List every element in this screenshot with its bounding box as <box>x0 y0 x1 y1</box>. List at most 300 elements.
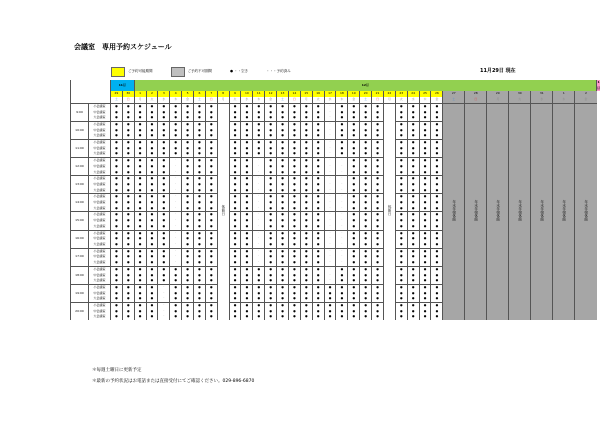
available-slot[interactable]: ● <box>312 248 324 254</box>
available-slot[interactable]: ● <box>229 182 241 188</box>
available-slot[interactable]: ● <box>288 284 300 290</box>
available-slot[interactable]: ● <box>158 103 170 109</box>
available-slot[interactable]: ● <box>348 230 360 236</box>
available-slot[interactable]: ● <box>324 303 336 309</box>
available-slot[interactable]: ● <box>205 128 217 134</box>
available-slot[interactable]: ● <box>419 218 431 224</box>
available-slot[interactable]: ● <box>419 273 431 279</box>
available-slot[interactable]: ● <box>110 278 122 284</box>
available-slot[interactable]: ● <box>288 291 300 297</box>
available-slot[interactable]: ● <box>146 206 158 212</box>
available-slot[interactable]: ● <box>110 206 122 212</box>
available-slot[interactable]: ● <box>110 128 122 134</box>
available-slot[interactable]: ● <box>122 206 134 212</box>
available-slot[interactable]: ● <box>110 151 122 157</box>
available-slot[interactable]: ● <box>122 115 134 121</box>
available-slot[interactable]: ● <box>312 121 324 127</box>
available-slot[interactable]: ● <box>372 182 384 188</box>
available-slot[interactable]: ● <box>300 314 312 320</box>
available-slot[interactable]: ● <box>312 291 324 297</box>
available-slot[interactable]: ● <box>312 176 324 182</box>
available-slot[interactable]: ● <box>170 291 182 297</box>
available-slot[interactable]: ● <box>419 146 431 152</box>
available-slot[interactable]: ● <box>419 224 431 230</box>
available-slot[interactable]: ● <box>312 151 324 157</box>
available-slot[interactable]: ● <box>182 224 194 230</box>
available-slot[interactable]: ● <box>134 314 146 320</box>
available-slot[interactable]: ● <box>419 115 431 121</box>
available-slot[interactable]: ● <box>407 236 419 242</box>
available-slot[interactable]: ● <box>407 170 419 176</box>
available-slot[interactable]: ● <box>419 230 431 236</box>
available-slot[interactable]: ● <box>372 260 384 266</box>
available-slot[interactable]: ● <box>170 146 182 152</box>
available-slot[interactable]: ● <box>146 248 158 254</box>
available-slot[interactable]: ● <box>277 242 289 248</box>
available-slot[interactable]: ● <box>205 115 217 121</box>
available-slot[interactable]: ● <box>265 164 277 170</box>
available-slot[interactable]: ● <box>372 212 384 218</box>
available-slot[interactable]: ● <box>193 176 205 182</box>
available-slot[interactable]: ● <box>205 230 217 236</box>
available-slot[interactable]: ● <box>407 242 419 248</box>
available-slot[interactable]: ● <box>300 242 312 248</box>
available-slot[interactable]: ● <box>312 206 324 212</box>
available-slot[interactable]: ● <box>288 303 300 309</box>
available-slot[interactable]: ● <box>229 212 241 218</box>
available-slot[interactable]: ● <box>182 151 194 157</box>
available-slot[interactable]: ● <box>419 182 431 188</box>
available-slot[interactable]: ● <box>431 182 443 188</box>
booked-slot[interactable]: ・ <box>336 164 348 170</box>
available-slot[interactable]: ● <box>300 278 312 284</box>
available-slot[interactable]: ● <box>265 140 277 146</box>
available-slot[interactable]: ● <box>348 140 360 146</box>
available-slot[interactable]: ● <box>134 266 146 272</box>
available-slot[interactable]: ● <box>288 164 300 170</box>
booked-slot[interactable]: ・ <box>253 224 265 230</box>
available-slot[interactable]: ● <box>372 254 384 260</box>
available-slot[interactable]: ● <box>395 273 407 279</box>
available-slot[interactable]: ● <box>265 224 277 230</box>
available-slot[interactable]: ● <box>431 296 443 302</box>
available-slot[interactable]: ● <box>431 309 443 315</box>
available-slot[interactable]: ● <box>110 115 122 121</box>
available-slot[interactable]: ● <box>158 164 170 170</box>
available-slot[interactable]: ● <box>182 206 194 212</box>
available-slot[interactable]: ● <box>229 314 241 320</box>
available-slot[interactable]: ● <box>288 218 300 224</box>
available-slot[interactable]: ● <box>360 260 372 266</box>
available-slot[interactable]: ● <box>193 296 205 302</box>
available-slot[interactable]: ● <box>312 140 324 146</box>
available-slot[interactable]: ● <box>265 121 277 127</box>
available-slot[interactable]: ● <box>253 273 265 279</box>
available-slot[interactable]: ● <box>241 260 253 266</box>
available-slot[interactable]: ● <box>360 110 372 116</box>
available-slot[interactable]: ● <box>110 242 122 248</box>
available-slot[interactable]: ● <box>336 303 348 309</box>
booked-slot[interactable]: ・ <box>253 182 265 188</box>
available-slot[interactable]: ● <box>395 291 407 297</box>
available-slot[interactable]: ● <box>431 146 443 152</box>
booked-slot[interactable]: ・ <box>324 224 336 230</box>
booked-slot[interactable]: ・ <box>253 236 265 242</box>
booked-slot[interactable]: ・ <box>324 194 336 200</box>
available-slot[interactable]: ● <box>348 296 360 302</box>
booked-slot[interactable]: ・ <box>324 248 336 254</box>
booked-slot[interactable]: ・ <box>324 266 336 272</box>
available-slot[interactable]: ● <box>241 278 253 284</box>
available-slot[interactable]: ● <box>372 224 384 230</box>
available-slot[interactable]: ● <box>431 236 443 242</box>
available-slot[interactable]: ● <box>110 266 122 272</box>
available-slot[interactable]: ● <box>336 110 348 116</box>
booked-slot[interactable]: ・ <box>253 242 265 248</box>
available-slot[interactable]: ● <box>253 151 265 157</box>
available-slot[interactable]: ● <box>419 170 431 176</box>
booked-slot[interactable]: ・ <box>336 206 348 212</box>
available-slot[interactable]: ● <box>395 110 407 116</box>
booked-slot[interactable]: ・ <box>170 176 182 182</box>
available-slot[interactable]: ● <box>431 254 443 260</box>
available-slot[interactable]: ● <box>158 212 170 218</box>
available-slot[interactable]: ● <box>205 151 217 157</box>
available-slot[interactable]: ● <box>395 158 407 164</box>
available-slot[interactable]: ● <box>134 242 146 248</box>
available-slot[interactable]: ● <box>122 273 134 279</box>
available-slot[interactable]: ● <box>431 230 443 236</box>
available-slot[interactable]: ● <box>324 314 336 320</box>
available-slot[interactable]: ● <box>110 188 122 194</box>
available-slot[interactable]: ● <box>348 176 360 182</box>
available-slot[interactable]: ● <box>265 158 277 164</box>
available-slot[interactable]: ● <box>170 303 182 309</box>
available-slot[interactable]: ● <box>205 254 217 260</box>
available-slot[interactable]: ● <box>229 146 241 152</box>
available-slot[interactable]: ● <box>146 164 158 170</box>
available-slot[interactable]: ● <box>431 266 443 272</box>
available-slot[interactable]: ● <box>182 110 194 116</box>
available-slot[interactable]: ● <box>205 224 217 230</box>
available-slot[interactable]: ● <box>336 121 348 127</box>
available-slot[interactable]: ● <box>395 314 407 320</box>
booked-slot[interactable]: ・ <box>324 140 336 146</box>
available-slot[interactable]: ● <box>288 296 300 302</box>
available-slot[interactable]: ● <box>134 248 146 254</box>
available-slot[interactable]: ● <box>182 284 194 290</box>
available-slot[interactable]: ● <box>431 128 443 134</box>
available-slot[interactable]: ● <box>146 266 158 272</box>
available-slot[interactable]: ● <box>122 103 134 109</box>
available-slot[interactable]: ● <box>419 176 431 182</box>
available-slot[interactable]: ● <box>229 242 241 248</box>
available-slot[interactable]: ● <box>277 309 289 315</box>
available-slot[interactable]: ● <box>300 273 312 279</box>
available-slot[interactable]: ● <box>348 284 360 290</box>
available-slot[interactable]: ● <box>431 314 443 320</box>
available-slot[interactable]: ● <box>110 133 122 139</box>
available-slot[interactable]: ● <box>170 103 182 109</box>
available-slot[interactable]: ● <box>348 236 360 242</box>
available-slot[interactable]: ● <box>241 296 253 302</box>
available-slot[interactable]: ● <box>205 266 217 272</box>
available-slot[interactable]: ● <box>122 110 134 116</box>
booked-slot[interactable]: ・ <box>324 121 336 127</box>
available-slot[interactable]: ● <box>229 115 241 121</box>
available-slot[interactable]: ● <box>312 273 324 279</box>
available-slot[interactable]: ● <box>205 273 217 279</box>
booked-slot[interactable]: ・ <box>253 194 265 200</box>
available-slot[interactable]: ● <box>419 110 431 116</box>
available-slot[interactable]: ● <box>146 133 158 139</box>
available-slot[interactable]: ● <box>395 182 407 188</box>
available-slot[interactable]: ● <box>395 140 407 146</box>
available-slot[interactable]: ● <box>193 151 205 157</box>
available-slot[interactable]: ● <box>277 284 289 290</box>
available-slot[interactable]: ● <box>182 273 194 279</box>
available-slot[interactable]: ● <box>348 206 360 212</box>
available-slot[interactable]: ● <box>265 266 277 272</box>
available-slot[interactable]: ● <box>193 133 205 139</box>
available-slot[interactable]: ● <box>229 303 241 309</box>
available-slot[interactable]: ● <box>193 291 205 297</box>
booked-slot[interactable]: ・ <box>170 188 182 194</box>
available-slot[interactable]: ● <box>277 158 289 164</box>
available-slot[interactable]: ● <box>229 200 241 206</box>
available-slot[interactable]: ● <box>253 278 265 284</box>
available-slot[interactable]: ● <box>407 278 419 284</box>
available-slot[interactable]: ● <box>229 218 241 224</box>
available-slot[interactable]: ● <box>419 158 431 164</box>
available-slot[interactable]: ● <box>395 242 407 248</box>
available-slot[interactable]: ● <box>205 309 217 315</box>
available-slot[interactable]: ● <box>170 296 182 302</box>
available-slot[interactable]: ● <box>193 230 205 236</box>
available-slot[interactable]: ● <box>134 158 146 164</box>
available-slot[interactable]: ● <box>229 248 241 254</box>
available-slot[interactable]: ● <box>348 291 360 297</box>
available-slot[interactable]: ● <box>241 242 253 248</box>
available-slot[interactable]: ● <box>407 164 419 170</box>
available-slot[interactable]: ● <box>395 170 407 176</box>
available-slot[interactable]: ● <box>395 133 407 139</box>
booked-slot[interactable]: ・ <box>336 182 348 188</box>
available-slot[interactable]: ● <box>265 206 277 212</box>
available-slot[interactable]: ● <box>170 110 182 116</box>
available-slot[interactable]: ● <box>182 133 194 139</box>
available-slot[interactable]: ● <box>288 103 300 109</box>
available-slot[interactable]: ● <box>182 182 194 188</box>
available-slot[interactable]: ● <box>134 140 146 146</box>
available-slot[interactable]: ● <box>146 103 158 109</box>
available-slot[interactable]: ● <box>193 248 205 254</box>
available-slot[interactable]: ● <box>265 273 277 279</box>
available-slot[interactable]: ● <box>253 103 265 109</box>
available-slot[interactable]: ● <box>134 176 146 182</box>
available-slot[interactable]: ● <box>205 212 217 218</box>
available-slot[interactable]: ● <box>431 194 443 200</box>
available-slot[interactable]: ● <box>312 146 324 152</box>
available-slot[interactable]: ● <box>146 170 158 176</box>
available-slot[interactable]: ● <box>193 194 205 200</box>
available-slot[interactable]: ● <box>312 278 324 284</box>
booked-slot[interactable]: ・ <box>170 230 182 236</box>
booked-slot[interactable]: ・ <box>253 254 265 260</box>
available-slot[interactable]: ● <box>193 254 205 260</box>
available-slot[interactable]: ● <box>241 194 253 200</box>
available-slot[interactable]: ● <box>431 248 443 254</box>
available-slot[interactable]: ● <box>395 194 407 200</box>
available-slot[interactable]: ● <box>205 248 217 254</box>
booked-slot[interactable]: ・ <box>158 314 170 320</box>
available-slot[interactable]: ● <box>277 236 289 242</box>
available-slot[interactable]: ● <box>431 224 443 230</box>
available-slot[interactable]: ● <box>158 170 170 176</box>
available-slot[interactable]: ● <box>372 303 384 309</box>
available-slot[interactable]: ● <box>431 242 443 248</box>
available-slot[interactable]: ● <box>146 146 158 152</box>
available-slot[interactable]: ● <box>158 254 170 260</box>
available-slot[interactable]: ● <box>277 260 289 266</box>
available-slot[interactable]: ● <box>336 309 348 315</box>
available-slot[interactable]: ● <box>300 260 312 266</box>
available-slot[interactable]: ● <box>193 103 205 109</box>
available-slot[interactable]: ● <box>146 230 158 236</box>
available-slot[interactable]: ● <box>265 115 277 121</box>
booked-slot[interactable]: ・ <box>253 218 265 224</box>
available-slot[interactable]: ● <box>288 182 300 188</box>
available-slot[interactable]: ● <box>395 146 407 152</box>
available-slot[interactable]: ● <box>277 170 289 176</box>
available-slot[interactable]: ● <box>372 296 384 302</box>
available-slot[interactable]: ● <box>360 188 372 194</box>
available-slot[interactable]: ● <box>277 273 289 279</box>
available-slot[interactable]: ● <box>419 284 431 290</box>
booked-slot[interactable]: ・ <box>170 164 182 170</box>
available-slot[interactable]: ● <box>336 296 348 302</box>
booked-slot[interactable]: ・ <box>336 230 348 236</box>
booked-slot[interactable]: ・ <box>158 303 170 309</box>
available-slot[interactable]: ● <box>336 278 348 284</box>
available-slot[interactable]: ● <box>182 103 194 109</box>
available-slot[interactable]: ● <box>372 103 384 109</box>
available-slot[interactable]: ● <box>182 291 194 297</box>
available-slot[interactable]: ● <box>146 176 158 182</box>
available-slot[interactable]: ● <box>372 284 384 290</box>
available-slot[interactable]: ● <box>134 188 146 194</box>
available-slot[interactable]: ● <box>277 103 289 109</box>
available-slot[interactable]: ● <box>265 236 277 242</box>
available-slot[interactable]: ● <box>122 164 134 170</box>
available-slot[interactable]: ● <box>193 212 205 218</box>
available-slot[interactable]: ● <box>348 170 360 176</box>
available-slot[interactable]: ● <box>146 260 158 266</box>
available-slot[interactable]: ● <box>146 309 158 315</box>
available-slot[interactable]: ● <box>205 110 217 116</box>
booked-slot[interactable]: ・ <box>336 218 348 224</box>
available-slot[interactable]: ● <box>229 230 241 236</box>
available-slot[interactable]: ● <box>348 188 360 194</box>
available-slot[interactable]: ● <box>336 146 348 152</box>
available-slot[interactable]: ● <box>312 194 324 200</box>
available-slot[interactable]: ● <box>134 296 146 302</box>
available-slot[interactable]: ● <box>300 170 312 176</box>
available-slot[interactable]: ● <box>300 103 312 109</box>
available-slot[interactable]: ● <box>372 206 384 212</box>
available-slot[interactable]: ● <box>360 200 372 206</box>
available-slot[interactable]: ● <box>348 303 360 309</box>
available-slot[interactable]: ● <box>170 309 182 315</box>
available-slot[interactable]: ● <box>229 151 241 157</box>
available-slot[interactable]: ● <box>122 254 134 260</box>
available-slot[interactable]: ● <box>312 284 324 290</box>
available-slot[interactable]: ● <box>300 140 312 146</box>
available-slot[interactable]: ● <box>419 188 431 194</box>
available-slot[interactable]: ● <box>372 158 384 164</box>
available-slot[interactable]: ● <box>134 284 146 290</box>
available-slot[interactable]: ● <box>300 158 312 164</box>
available-slot[interactable]: ● <box>431 291 443 297</box>
available-slot[interactable]: ● <box>146 296 158 302</box>
available-slot[interactable]: ● <box>134 212 146 218</box>
available-slot[interactable]: ● <box>372 236 384 242</box>
available-slot[interactable]: ● <box>110 158 122 164</box>
available-slot[interactable]: ● <box>182 146 194 152</box>
available-slot[interactable]: ● <box>277 188 289 194</box>
booked-slot[interactable]: ・ <box>336 212 348 218</box>
available-slot[interactable]: ● <box>241 254 253 260</box>
available-slot[interactable]: ● <box>134 230 146 236</box>
available-slot[interactable]: ● <box>253 133 265 139</box>
available-slot[interactable]: ● <box>158 200 170 206</box>
available-slot[interactable]: ● <box>229 170 241 176</box>
booked-slot[interactable]: ・ <box>324 236 336 242</box>
booked-slot[interactable]: ・ <box>253 230 265 236</box>
available-slot[interactable]: ● <box>146 278 158 284</box>
available-slot[interactable]: ● <box>277 151 289 157</box>
available-slot[interactable]: ● <box>372 151 384 157</box>
available-slot[interactable]: ● <box>146 218 158 224</box>
available-slot[interactable]: ● <box>229 140 241 146</box>
available-slot[interactable]: ● <box>229 260 241 266</box>
booked-slot[interactable]: ・ <box>324 133 336 139</box>
available-slot[interactable]: ● <box>300 133 312 139</box>
available-slot[interactable]: ● <box>146 273 158 279</box>
available-slot[interactable]: ● <box>122 242 134 248</box>
available-slot[interactable]: ● <box>110 200 122 206</box>
available-slot[interactable]: ● <box>336 291 348 297</box>
available-slot[interactable]: ● <box>288 151 300 157</box>
available-slot[interactable]: ● <box>372 176 384 182</box>
available-slot[interactable]: ● <box>372 146 384 152</box>
available-slot[interactable]: ● <box>182 140 194 146</box>
available-slot[interactable]: ● <box>407 314 419 320</box>
available-slot[interactable]: ● <box>241 146 253 152</box>
booked-slot[interactable]: ・ <box>170 218 182 224</box>
available-slot[interactable]: ● <box>360 170 372 176</box>
available-slot[interactable]: ● <box>300 284 312 290</box>
available-slot[interactable]: ● <box>407 284 419 290</box>
available-slot[interactable]: ● <box>110 224 122 230</box>
available-slot[interactable]: ● <box>407 303 419 309</box>
available-slot[interactable]: ● <box>110 309 122 315</box>
booked-slot[interactable]: ・ <box>170 260 182 266</box>
available-slot[interactable]: ● <box>372 266 384 272</box>
booked-slot[interactable]: ・ <box>253 200 265 206</box>
available-slot[interactable]: ● <box>431 115 443 121</box>
booked-slot[interactable]: ・ <box>170 236 182 242</box>
